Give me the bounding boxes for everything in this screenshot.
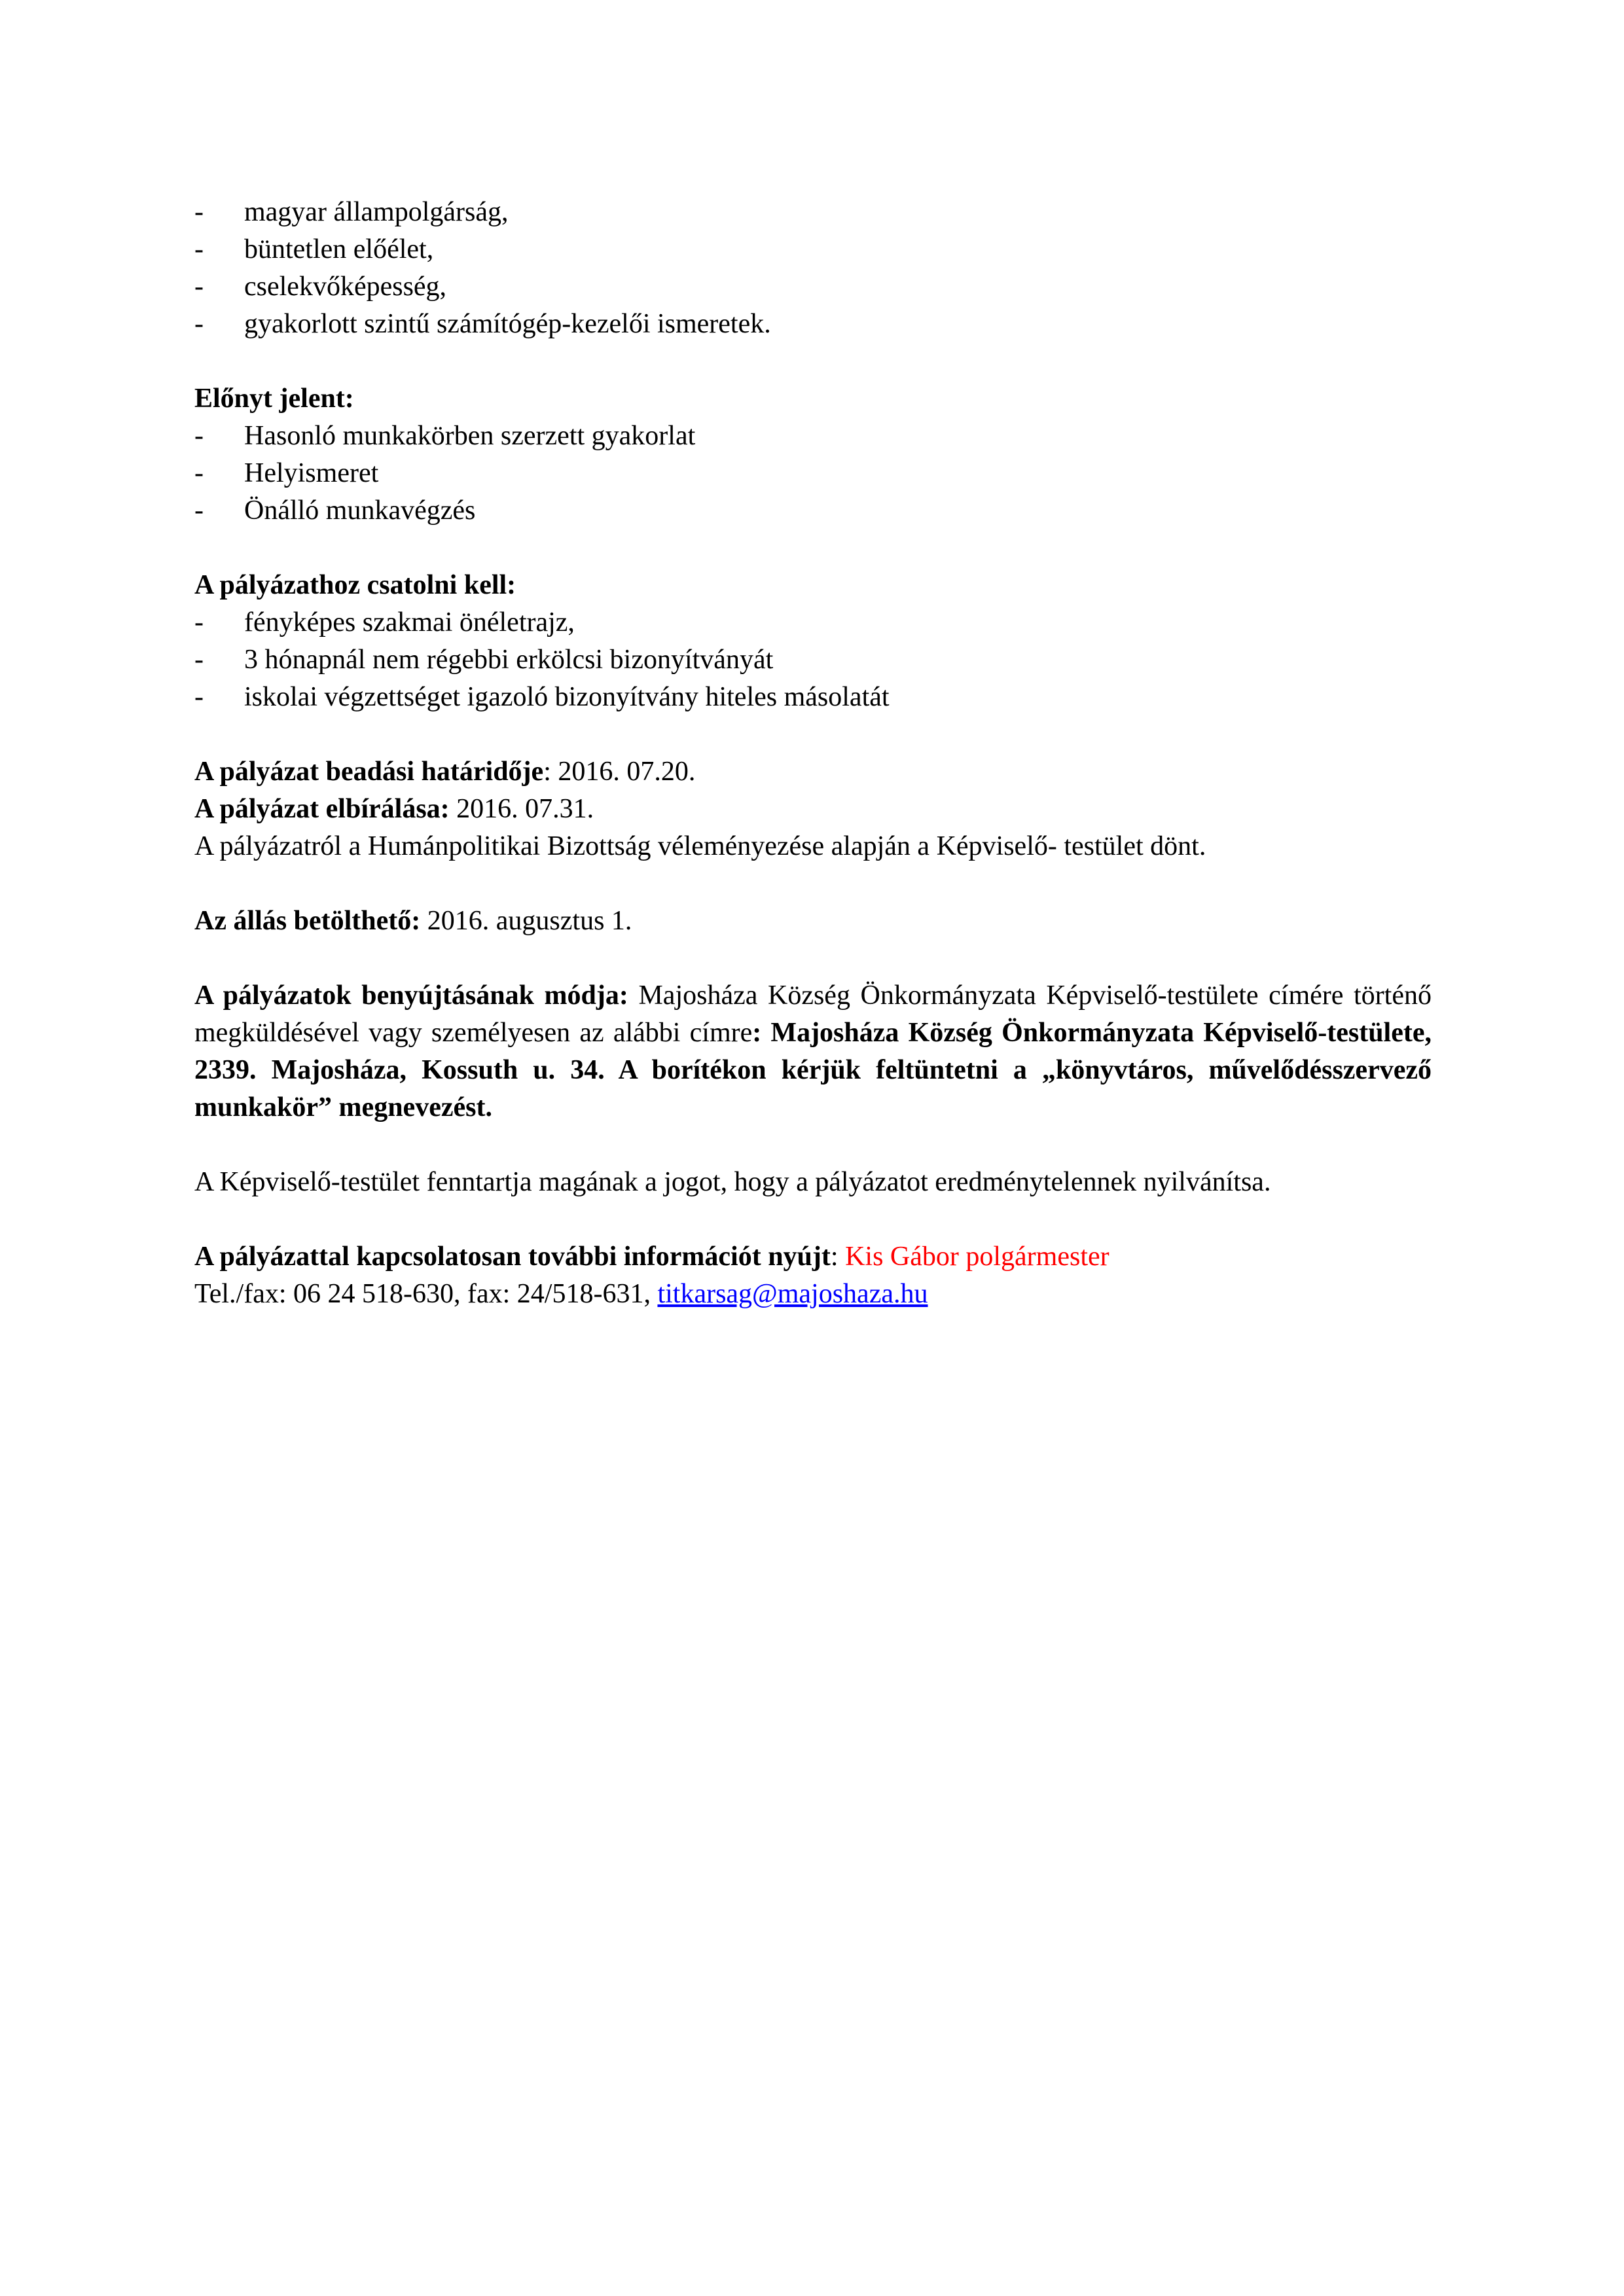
list-dash: - [194,234,204,264]
contact-phone: Tel./fax: 06 24 518-630, fax: 24/518-631, [194,1279,658,1309]
list-item: - Önálló munkavégzés [194,492,1432,529]
advantages-heading: Előnyt jelent: [194,384,354,414]
list-item: - Hasonló munkakörben szerzett gyakorlat [194,418,1432,455]
list-dash: - [194,309,204,339]
contact-label: A pályázattal kapcsolatosan további információt nyújt [194,1242,831,1272]
list-item: - cselekvőképesség, [194,268,1432,306]
list-item: - 3 hónapnál nem régebbi erkölcsi bizonyítványát [194,641,1432,679]
list-item: - Helyismeret [194,455,1432,492]
start-value: 2016. augusztus 1. [420,906,632,936]
submission-address: : Majosháza Község Önkormányzata Képviselő-testülete, 2339. Majosháza, Kossuth u. 34. A borítékon kérjük feltüntetni a „könyvtáros, művelődésszervező munkakör” megnevezést. [194,1018,1432,1122]
evaluation-line [194,791,1432,828]
deadline-line [194,753,1432,791]
advantages-list [194,418,1432,529]
list-dash: - [194,682,204,712]
email-link[interactable]: titkarsag@majoshaza.hu [657,1279,928,1309]
list-dash: - [194,645,204,675]
attachments-heading: A pályázathoz csatolni kell: [194,570,516,600]
list-dash: - [194,495,204,526]
contact-colon: : [830,1242,846,1272]
list-item: - iskolai végzettséget igazoló bizonyítvány hiteles másolatát [194,679,1432,716]
document-body [194,194,1432,1313]
contact-phone-line [194,1276,1432,1313]
list-item: - fényképes szakmai önéletrajz, [194,604,1432,641]
requirements-list [194,194,1432,343]
submission-paragraph [194,977,1432,1126]
list-dash: - [194,458,204,488]
deadline-label: A pályázat beadási határidője [194,757,544,787]
list-dash: - [194,421,204,451]
submission-text: Majosháza Község Önkormányzata Képviselő-testülete címére történő megküldésével vagy személyesen az alábbi címre [194,980,1432,1048]
submission-label: A pályázatok benyújtásának módja: [194,980,628,1011]
list-dash: - [194,197,204,227]
evaluation-label: A pályázat elbírálása: [194,794,450,824]
start-line [194,903,1432,940]
list-dash: - [194,272,204,302]
decision-text: A pályázatról a Humánpolitikai Bizottság véleményezése alapján a Képviselő- testület dönt. [194,831,1206,861]
contact-person: Kis Gábor polgármester [845,1242,1110,1272]
attachments-list [194,604,1432,716]
list-dash: - [194,607,204,637]
list-item: - büntetlen előélet, [194,231,1432,268]
reservation-paragraph: A Képviselő-testület fenntartja magának a jogot, hogy a pályázatot eredménytelennek nyilvánítsa. [194,1167,1271,1197]
start-label: Az állás betölthető: [194,906,421,936]
contact-line [194,1238,1432,1276]
deadline-value: : 2016. 07.20. [543,757,696,787]
evaluation-value: 2016. 07.31. [449,794,594,824]
list-item: - magyar állampolgárság, [194,194,1432,231]
list-item: - gyakorlott szintű számítógép-kezelői ismeretek. [194,306,1432,343]
